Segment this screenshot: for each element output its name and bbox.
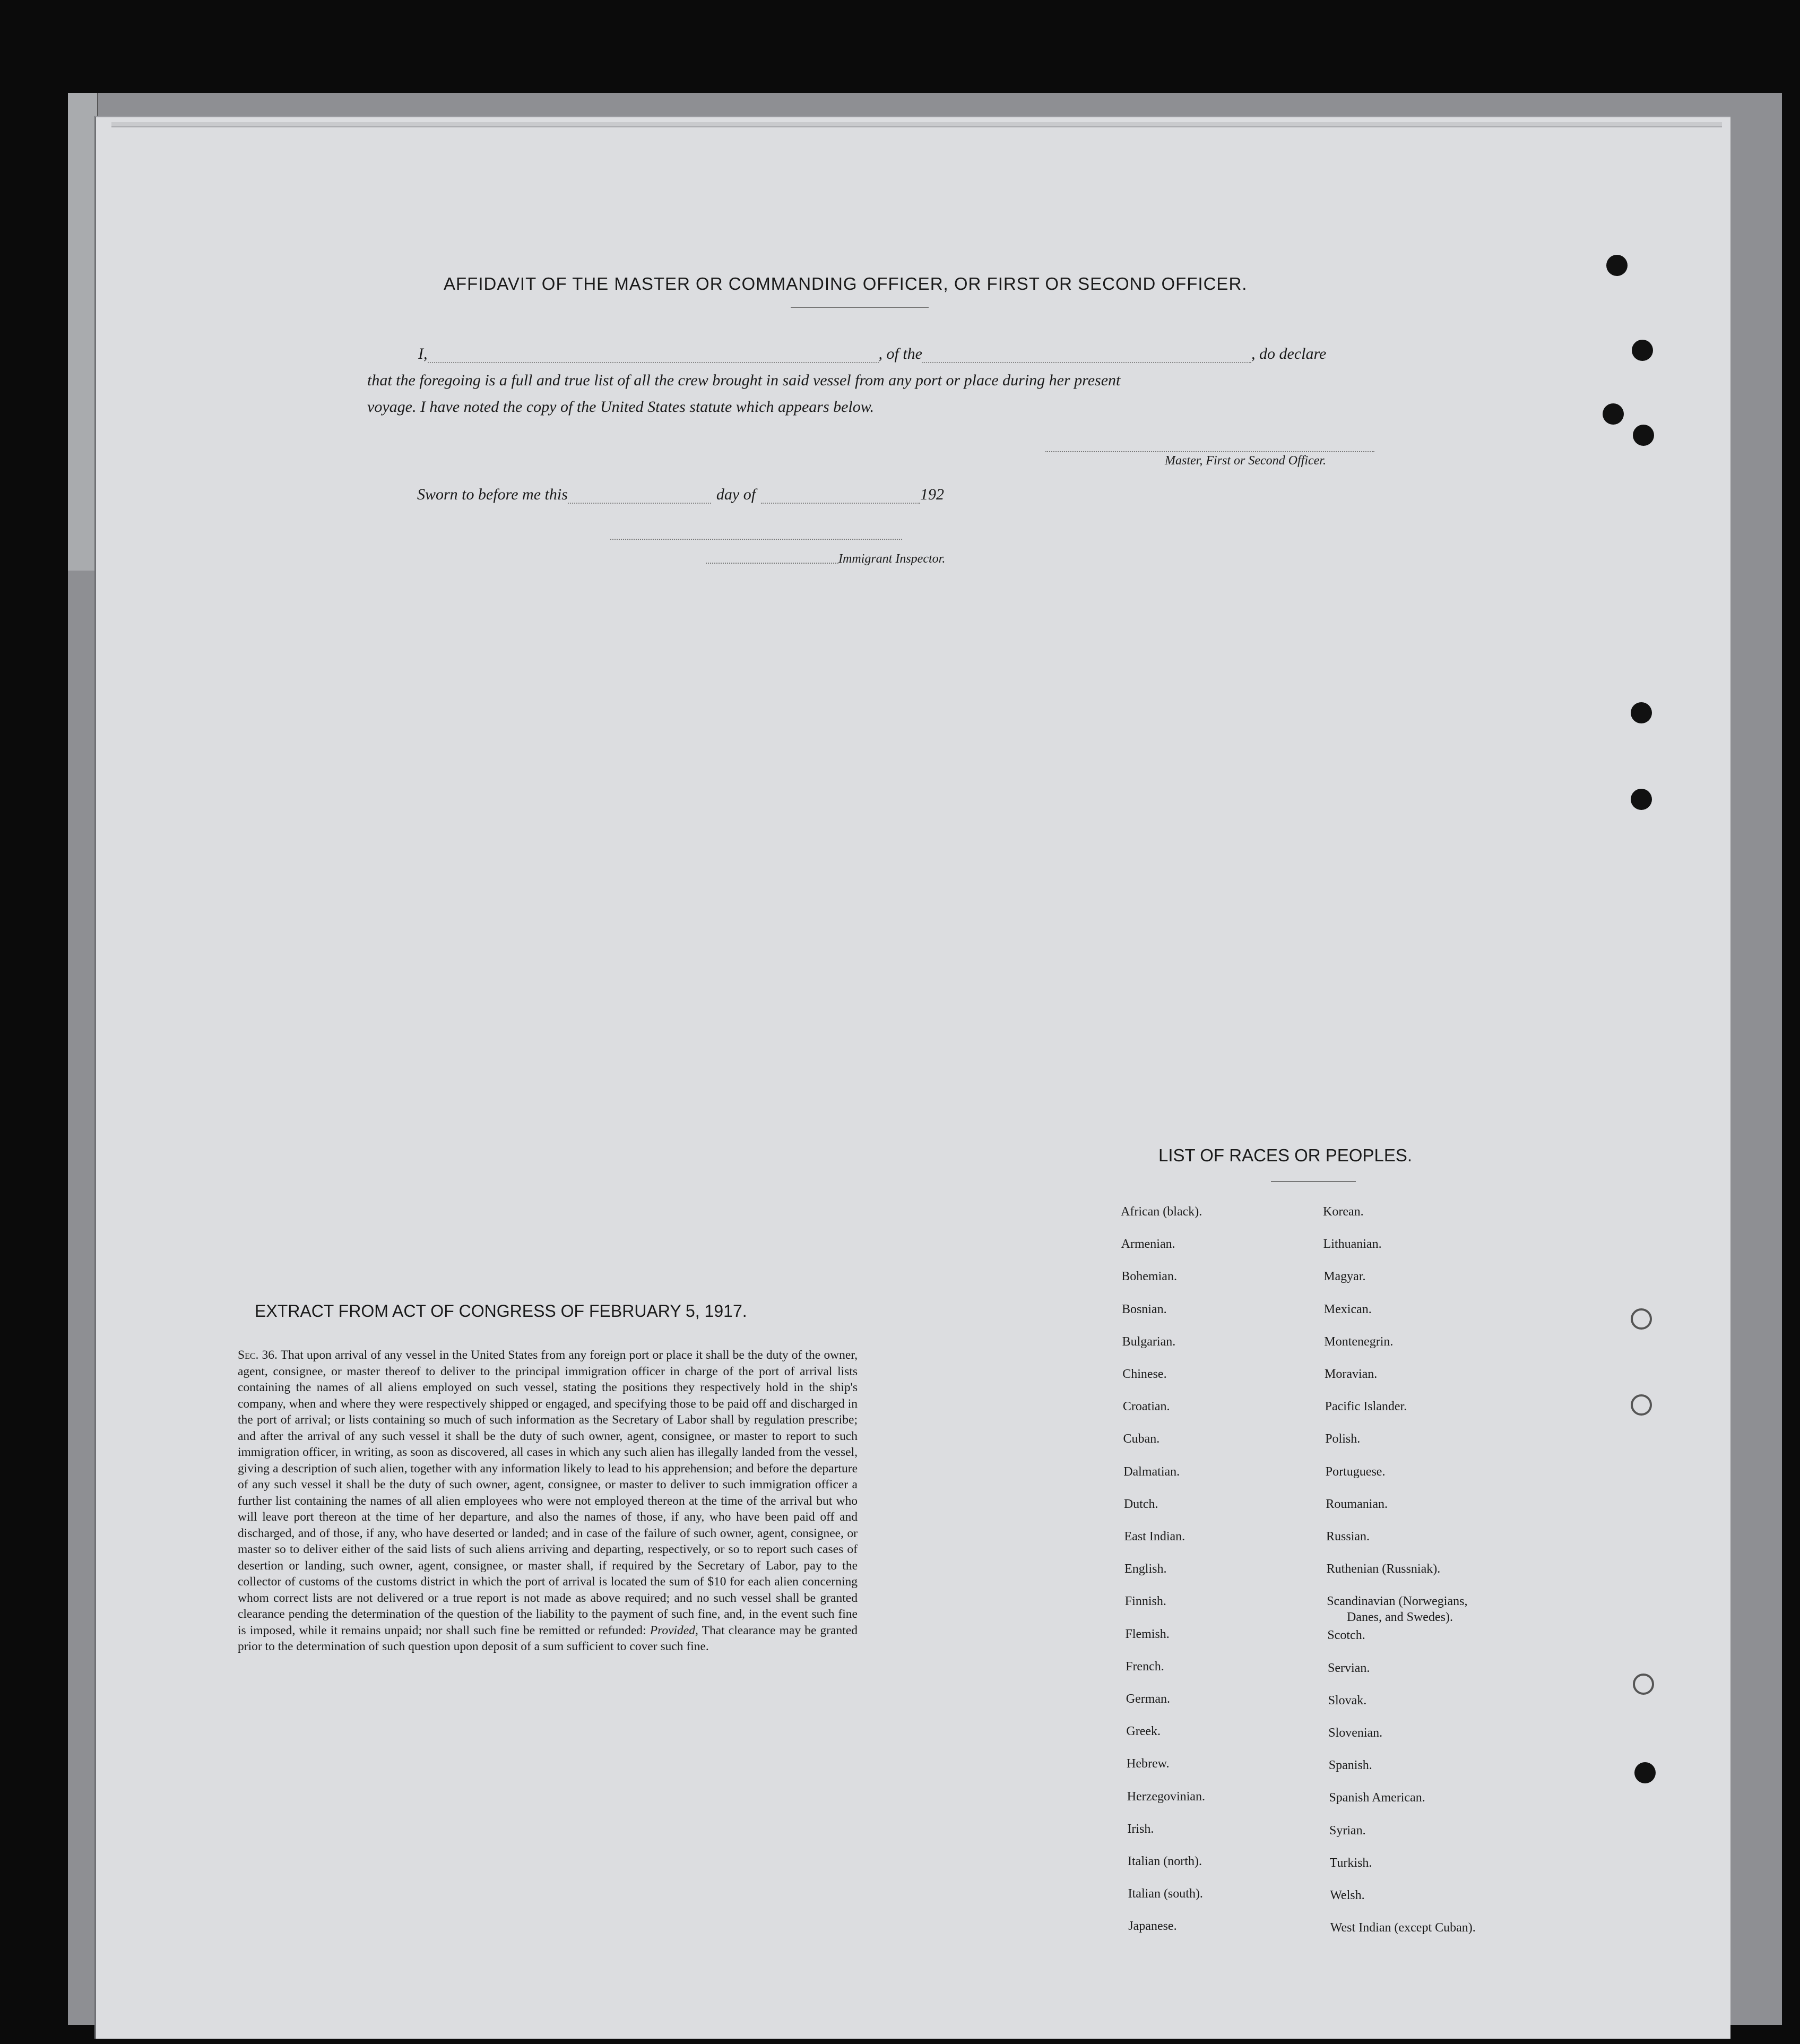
race-item: Bosnian. — [1121, 1302, 1167, 1316]
binder-hole — [1631, 1308, 1652, 1330]
races-title-rule — [1271, 1181, 1356, 1182]
race-item: Dalmatian. — [1123, 1464, 1180, 1479]
vessel-prefix: , of the — [878, 345, 922, 363]
binder-hole — [1631, 789, 1652, 810]
master-caption: Master, First or Second Officer. — [1165, 454, 1326, 468]
binder-hole — [1631, 1394, 1652, 1416]
race-item: Greek. — [1126, 1724, 1161, 1739]
extract-title: EXTRACT FROM ACT OF CONGRESS OF FEBRUARY 5, 1917. — [255, 1301, 747, 1321]
race-item: Danes, and Swedes). — [1347, 1610, 1453, 1625]
race-item: West Indian (except Cuban). — [1330, 1921, 1476, 1935]
race-item: Armenian. — [1121, 1237, 1175, 1252]
declaration-line-1 — [418, 345, 1326, 363]
declaration-line-2: that the foregoing is a full and true list of all the crew brought in said vessel from any port or place during her present — [367, 372, 1121, 389]
race-item: Scandinavian (Norwegians, — [1327, 1594, 1468, 1609]
vessel-blank[interactable] — [922, 362, 1251, 363]
race-item: Spanish. — [1328, 1758, 1372, 1773]
race-item: German. — [1126, 1692, 1171, 1706]
inspector-caption: Immigrant Inspector. — [838, 552, 946, 566]
binder-hole — [1634, 1762, 1656, 1783]
section-label: Sec. 36. — [238, 1348, 278, 1362]
race-item: Bohemian. — [1121, 1270, 1177, 1284]
race-item: French. — [1126, 1659, 1164, 1674]
binder-hole — [1603, 403, 1624, 425]
sworn-line — [417, 486, 944, 504]
race-item: Scotch. — [1327, 1628, 1365, 1643]
race-item: Flemish. — [1125, 1627, 1170, 1641]
race-item: Chinese. — [1122, 1367, 1167, 1381]
race-item: Irish. — [1127, 1822, 1154, 1836]
race-item: Japanese. — [1128, 1919, 1177, 1934]
binder-hole — [1606, 255, 1628, 276]
race-item: Turkish. — [1329, 1856, 1372, 1870]
page-top-edge — [111, 122, 1722, 127]
sworn-month-blank[interactable] — [761, 503, 920, 504]
race-item: Polish. — [1325, 1432, 1361, 1446]
race-item: Russian. — [1326, 1530, 1370, 1543]
race-item: Hebrew. — [1127, 1757, 1170, 1771]
binder-hole — [1632, 340, 1653, 361]
race-item: Roumanian. — [1326, 1497, 1388, 1511]
race-item: Italian (south). — [1128, 1887, 1203, 1901]
races-title: LIST OF RACES OR PEOPLES. — [1158, 1145, 1413, 1165]
master-signature-line[interactable] — [1045, 451, 1374, 452]
race-item: Slovenian. — [1328, 1726, 1383, 1740]
race-item: Cuban. — [1123, 1432, 1160, 1446]
underlying-page-strip — [68, 93, 98, 571]
race-item: Croatian. — [1122, 1400, 1170, 1414]
race-item: Moravian. — [1325, 1367, 1378, 1381]
sworn-day-blank[interactable] — [568, 503, 711, 504]
race-item: Spanish American. — [1329, 1791, 1425, 1805]
statute-body: That upon arrival of any vessel in the United States from any foreign port or place it shall be the duty of the owner, agent, consignee, or master thereof to deliver to the principal immigration officer in charge of the port of arrival lists containing the names of all aliens employed on such vessel, stating the positions they respectively hold in the ship's company, when and where they were respectively shipped or engaged, and specifying those to be paid off and discharged in the port of arrival; or lists containing so much of such information as the Secretary of Labor shall by regulation prescribe; and after the arrival of any such vessel it shall be the duty of such owner, agent, consignee, or master to report to such immigration officer, in writing, as soon as discovered, all cases in which any such alien has illegally landed from the vessel, giving a description of such alien, together with any information likely to lead to his apprehension; and before the departure of any such vessel it shall be the duty of such owner, agent, consignee, or master to deliver to such immigration officer a further list containing the names of all alien employees who were not employed thereon at the time of the arrival but who will leave port thereon at the time of her departure, and also the names of those, if any, who have been paid off and discharged, and of those, if any, who have deserted or landed; and in case of the failure of such owner, agent, consignee, or master so to deliver either of the said lists of such aliens arriving and departing, respectively, or so to report such cases of desertion or landing, such owner, agent, consignee, or master shall, if required by the Secretary of Labor, pay to the collector of customs of the customs district in which the port of arrival is located the sum of $10 for each alien concerning whom correct lists are not delivered or a true report is not made as above required; and no such vessel shall be granted clearance pending the determination of the question of the liability to the payment of such fine, and, in the event such fine is imposed, while it remains unpaid; nor shall such fine be remitted or refunded: — [238, 1348, 858, 1637]
provided-label: Provided, — [650, 1623, 698, 1637]
race-item: Korean. — [1323, 1205, 1364, 1219]
race-item: Slovak. — [1328, 1693, 1367, 1707]
race-item: Mexican. — [1323, 1302, 1372, 1316]
affidavit-title: AFFIDAVIT OF THE MASTER OR COMMANDING OFFICER, OR FIRST OR SECOND OFFICER. — [444, 274, 1248, 294]
inspector-signature-line-2[interactable] — [706, 563, 838, 564]
binder-hole — [1633, 425, 1654, 446]
binder-hole — [1631, 702, 1652, 723]
race-item: African (black). — [1121, 1205, 1202, 1219]
sworn-prefix: Sworn to before me this — [417, 486, 568, 503]
race-item: Lithuanian. — [1323, 1237, 1382, 1252]
declaration-line-3: voyage. I have noted the copy of the United States statute which appears below. — [367, 398, 875, 416]
race-item: Bulgarian. — [1122, 1334, 1176, 1349]
race-item: Herzegovinian. — [1127, 1789, 1205, 1804]
declare-suffix: , do declare — [1251, 345, 1327, 363]
race-item: Servian. — [1328, 1661, 1370, 1675]
title-rule — [791, 307, 929, 308]
race-item: Montenegrin. — [1324, 1334, 1394, 1349]
declarant-prefix: I, — [418, 345, 428, 363]
race-item: Magyar. — [1323, 1270, 1366, 1284]
race-item: Finnish. — [1124, 1594, 1166, 1609]
race-item: Portuguese. — [1325, 1464, 1386, 1479]
race-item: East Indian. — [1124, 1530, 1185, 1543]
race-item: Syrian. — [1329, 1823, 1366, 1838]
sworn-year: 192 — [920, 486, 945, 503]
inspector-signature-line[interactable] — [610, 539, 902, 540]
race-item: Italian (north). — [1128, 1855, 1202, 1868]
statute-text — [238, 1347, 858, 1655]
manifest-page — [94, 116, 1730, 2039]
statute-end: That clearance may be granted prior to the determination of such question upon deposit of a sum sufficient to cover such fine. — [238, 1623, 858, 1653]
race-item: Pacific Islander. — [1325, 1400, 1407, 1414]
binder-hole — [1633, 1674, 1654, 1695]
race-item: Dutch. — [1123, 1497, 1158, 1511]
race-item: Ruthenian (Russniak). — [1326, 1562, 1441, 1576]
sworn-day-label: day of — [716, 486, 756, 503]
race-item: English. — [1124, 1562, 1167, 1576]
name-blank[interactable] — [428, 362, 879, 363]
race-item: Welsh. — [1330, 1888, 1365, 1902]
